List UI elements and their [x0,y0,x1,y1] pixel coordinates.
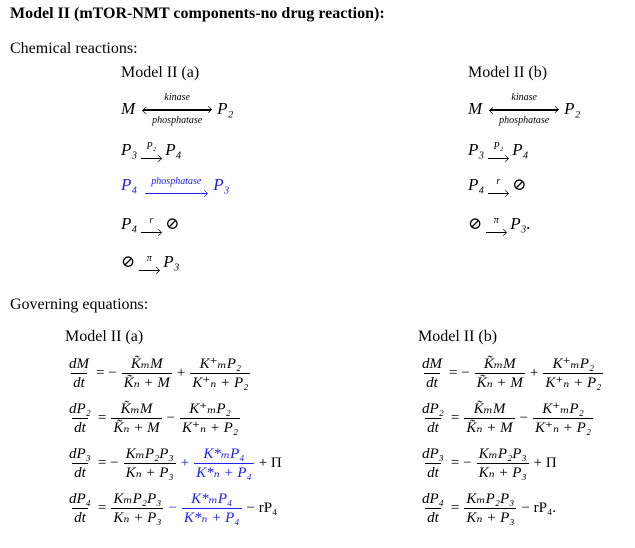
term-fraction [190,355,250,392]
numerator: K̃ₘM [473,401,506,417]
arrow-label-top: P₂ [493,141,504,152]
lhs-numerator: dP₂ [422,401,444,417]
term-fraction [180,400,240,437]
lhs-denominator: dt [74,510,86,526]
product: P₂ [564,99,581,118]
product: P₄ [165,140,182,159]
lhs-denominator: dt [73,375,85,391]
lhs-fraction [67,355,91,392]
term-fraction [122,355,172,392]
reactions-b-label: Model II (b) [468,64,548,81]
product: P₂ [217,99,234,118]
operator: = − [449,365,470,381]
denominator: Kₙ + P₃ [478,465,527,481]
arrow-line [490,103,558,110]
product: P₄ [512,140,529,159]
operator: + [176,365,186,381]
denominator: K̃ₙ + M [476,375,523,391]
term-fraction [475,355,525,392]
term-fraction [543,355,603,392]
lhs-fraction [420,355,444,392]
arrow-line [141,152,161,159]
lhs-fraction [67,445,93,482]
lhs-denominator: dt [427,510,439,526]
lhs-denominator: dt [426,375,438,391]
operator: = [97,500,107,516]
lhs-fraction [67,400,93,437]
operator: + [180,455,190,471]
reaction-row [468,92,580,126]
reactant: P₃ [468,140,485,159]
equation-row [65,490,280,527]
tail-term: + Π [533,455,557,471]
reactions-a-label: Model II (a) [121,64,200,81]
lhs-numerator: dP₄ [69,491,91,507]
equation-row [65,400,242,437]
operator: = [450,410,460,426]
operator: = [450,500,460,516]
arrow-line [486,226,506,233]
lhs-denominator: dt [74,465,86,481]
reaction-row [121,140,182,160]
reactant: M [121,99,136,118]
operator: = − [97,455,119,471]
numerator: K⁺ₘP₂ [199,356,242,372]
equation-row [418,355,605,392]
denominator: K⁺ₙ + P₂ [545,375,602,391]
arrow-label-top: kinase [511,92,537,103]
reactant: P₄ [468,175,485,194]
numerator: K⁺ₘP₂ [189,401,231,417]
lhs-fraction [420,490,446,527]
reaction-row [468,175,527,195]
equation-row [65,355,252,392]
lhs-numerator: dP₄ [422,491,444,507]
numerator: K⁺ₘP₂ [542,401,584,417]
reaction-row [121,214,180,234]
term-fraction [194,445,254,482]
lhs-denominator: dt [427,465,439,481]
denominator: Kₙ + P₃ [125,465,174,481]
arrow-icon [486,215,506,233]
lhs-numerator: dM [69,356,89,372]
reaction-row [121,252,180,272]
denominator: Kₙ + P₃ [113,510,162,526]
operator: = − [96,365,117,381]
reversible-arrow-icon [490,92,558,126]
reversible-arrow-icon [143,92,211,126]
arrow-line [143,103,211,110]
arrow-line-back [143,110,211,115]
arrow-label-top: r [496,176,501,187]
term-fraction [464,490,516,527]
lhs-denominator: dt [74,420,86,436]
arrow-line [488,187,508,194]
denominator: K*ₙ + P₄ [196,465,252,481]
equation-row [65,445,285,482]
arrow-line [141,226,161,233]
numerator: K*ₘP₄ [203,446,245,462]
arrow-label-top: r [149,215,154,226]
reaction-row [468,214,531,234]
chemical-reactions-heading: Chemical reactions: [10,40,138,57]
reaction-row [468,140,529,160]
equation-row [418,490,559,527]
lhs-fraction [67,490,93,527]
lhs-numerator: dP₂ [69,401,91,417]
numerator: KₘP₂P₃ [113,491,162,507]
arrow-line [145,187,207,194]
term-fraction [477,445,529,482]
arrow-label-top: P₂ [146,141,157,152]
arrow-icon [141,215,161,233]
denominator: K*ₙ + P₄ [183,510,240,526]
denominator: K⁺ₙ + P₂ [182,420,239,436]
numerator: K̃ₘM [120,401,153,417]
operator: − [166,410,176,426]
equation-row [418,400,595,437]
arrow-line-back [490,110,558,115]
lhs-fraction [420,400,446,437]
arrow-label-bottom: phosphatase [499,115,550,126]
reaction-row [121,92,233,126]
tail-term: + Π [258,455,282,471]
numerator: K̃ₘM [130,356,163,372]
reactant: P₄ [121,214,138,233]
denominator: K⁺ₙ + P₂ [192,375,249,391]
arrow-label-top: phosphatase [151,176,202,187]
denominator: K̃ₙ + M [113,420,160,436]
governing-equations-heading: Governing equations: [10,296,149,313]
operator: = [97,410,107,426]
tail-term: − rP₄. [521,500,556,516]
reaction-row [121,175,230,195]
numerator: KₘP₂P₃ [466,491,515,507]
numerator: KₘP₂P₃ [478,446,527,462]
denominator: Kₙ + P₃ [466,510,515,526]
term-fraction [111,400,161,437]
product: ⊘ [512,175,527,194]
page-title: Model II (mTOR-NMT components-no drug reaction): [10,5,385,22]
numerator: K̃ₘM [483,356,516,372]
equations-a-label: Model II (a) [65,328,144,345]
arrow-label-top: π [146,253,152,264]
term-fraction [533,400,593,437]
reactant: ⊘ [121,252,136,271]
denominator: K⁺ₙ + P₂ [535,420,592,436]
product: P₃ [163,252,180,271]
tail-term: − rP₄ [246,500,278,516]
numerator: KₘP₂P₃ [125,446,174,462]
arrow-icon [141,141,161,159]
lhs-numerator: dP₃ [422,446,444,462]
arrow-line [488,152,508,159]
reactant: M [468,99,483,118]
operator: + [529,365,539,381]
term-fraction [464,400,514,437]
arrow-label-top: kinase [164,92,190,103]
denominator: K̃ₙ + M [123,375,170,391]
product: ⊘ [165,214,180,233]
arrow-icon [488,141,508,159]
operator: − [168,500,177,516]
equation-row [418,445,560,482]
reactant: P₃ [121,140,138,159]
lhs-denominator: dt [427,420,439,436]
equations-b-label: Model II (b) [418,328,498,345]
term-fraction [124,445,176,482]
reactant: P₄ [121,175,138,194]
term-fraction [111,490,163,527]
operator: = − [450,455,472,471]
lhs-numerator: dP₃ [69,446,91,462]
arrow-label-bottom: phosphatase [152,115,203,126]
arrow-icon [488,176,508,194]
arrow-line [139,264,159,271]
arrow-icon [145,176,207,194]
lhs-fraction [420,445,446,482]
denominator: K̃ₙ + M [466,420,513,436]
operator: − [519,410,529,426]
product: P₃ [213,175,230,194]
arrow-label-top: π [493,215,499,226]
arrow-icon [139,253,159,271]
reactant: ⊘ [468,214,483,233]
lhs-numerator: dM [422,356,442,372]
numerator: K*ₘP₄ [191,491,233,507]
term-fraction [182,490,242,527]
numerator: K⁺ₘP₂ [552,356,595,372]
product: P₃. [510,214,531,233]
